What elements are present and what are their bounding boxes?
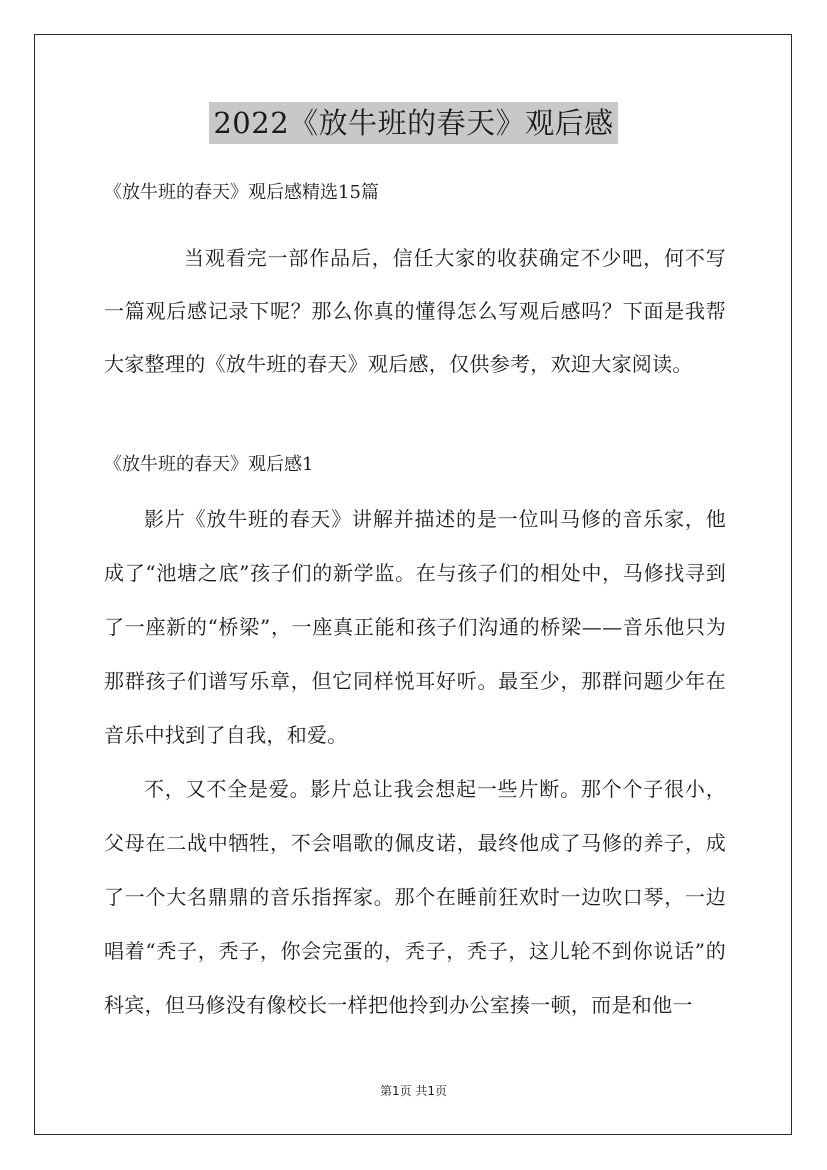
body-paragraph-2: 不，又不全是爱。影片总让我会想起一些片断。那个个子很小，父母在二战中牺牲，不会唱歌的佩皮诺，最终他成了马修的养子，成了一个大名鼎鼎的音乐指挥家。那个在睡前狂欢时一边吹口琴，一边唱着“秃子，秃子，你会完蛋的，秃子，秃子，这儿轮不到你说话”的科宾，但马修没有像校长一样把他拎到办公室揍一顿，而是和他一 bbox=[104, 777, 726, 1017]
body-paragraph-1: 影片《放牛班的春天》讲解并描述的是一位叫马修的音乐家，他成了“池塘之底”孩子们的新学监。在与孩子们的相处中，马修找寻到了一座新的“桥梁”，一座真正能和孩子们沟通的桥梁——音乐他只为那群孩子们谱写乐章，但它同样悦耳好听。最至少，那群问题少年在音乐中找到了自我，和爱。 bbox=[104, 507, 726, 747]
intro-paragraph: 当观看完一部作品后，信任大家的收获确定不少吧，何不写一篇观后感记录下呢？那么你真的懂得怎么写观后感吗？下面是我帮大家整理的《放牛班的春天》观后感，仅供参考，欢迎大家阅读。 bbox=[104, 246, 726, 376]
document-title-text: 2022《放牛班的春天》观后感 bbox=[209, 102, 617, 144]
document-title bbox=[0, 102, 827, 144]
section-heading: 《放牛班的春天》观后感1 bbox=[104, 454, 314, 475]
page-footer: 第1页 共1页 bbox=[379, 1084, 448, 1098]
document-subtitle: 《放牛班的春天》观后感精选15篇 bbox=[104, 182, 379, 203]
